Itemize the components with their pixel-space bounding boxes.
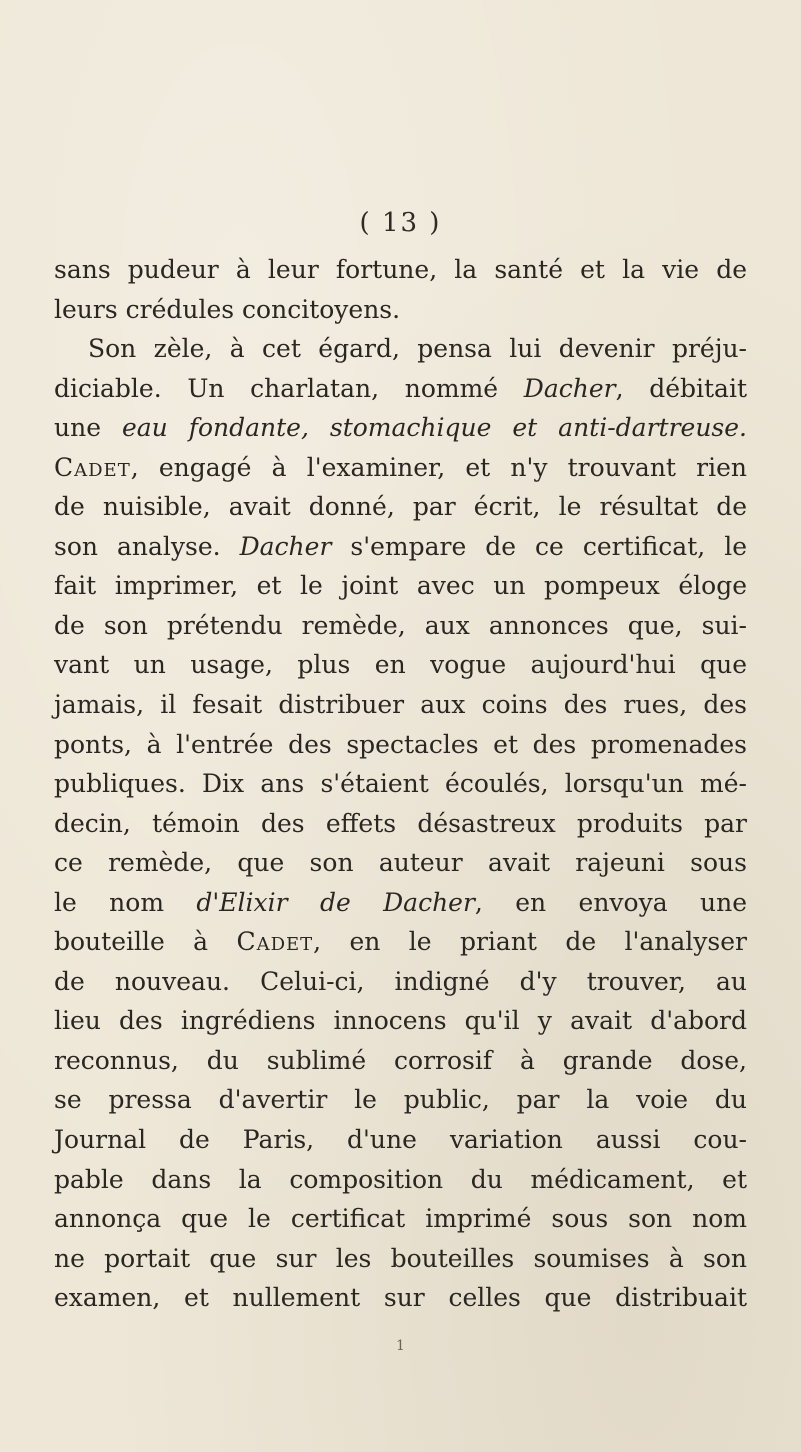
text-line — [54, 645, 747, 685]
text-segment: Son zèle, à cet égard, pensa lui devenir préju- — [88, 334, 747, 364]
text-line — [54, 1120, 747, 1160]
text-segment: fait imprimer, et le joint avec un pompeux éloge — [54, 571, 747, 601]
text-line — [54, 408, 747, 448]
text-segment: de nuisible, avait donné, par écrit, le résultat de — [54, 492, 747, 522]
text-segment: annonça que le certificat imprimé sous son nom — [54, 1204, 747, 1234]
text-segment: ponts, à l'entrée des spectacles et des promenades — [54, 729, 747, 759]
text-line — [54, 922, 747, 962]
text-line — [54, 725, 747, 765]
text-segment: de nouveau. Celui-ci, indigné d'y trouver, au — [54, 966, 747, 996]
text-segment: vant un usage, plus en vogue aujourd'hui que — [54, 650, 747, 680]
text-line — [54, 1160, 747, 1200]
text-line — [54, 883, 747, 923]
text-line — [54, 369, 747, 409]
text-segment: ce remède, que son auteur avait rajeuni sous — [54, 848, 747, 878]
text-segment: reconnus, du sublimé corrosif à grande dose, — [54, 1045, 747, 1075]
text-segment: publiques. Dix ans s'étaient écoulés, lorsqu'un mé- — [54, 769, 747, 799]
text-segment: , en envoya une — [474, 887, 747, 917]
text-segment: lieu des ingrédiens innocens qu'il y avait d'abord — [54, 1006, 747, 1036]
text-segment: se pressa d'avertir le public, par la voie du — [54, 1085, 747, 1115]
text-segment: sans pudeur à leur fortune, la santé et la vie de — [54, 255, 747, 284]
text-segment: s'empare de ce certificat, le — [331, 531, 747, 561]
text-segment: bouteille à — [54, 927, 237, 957]
text-line — [54, 764, 747, 804]
text-segment: diciable. Un charlatan, nommé — [54, 373, 524, 403]
text-line — [54, 527, 747, 567]
body-text — [54, 250, 747, 1318]
text-line — [54, 1041, 747, 1081]
text-line — [54, 566, 747, 606]
italic-text: Dacher — [239, 531, 332, 561]
text-line — [54, 685, 747, 725]
text-segment: une — [54, 413, 122, 443]
text-line — [54, 250, 747, 290]
text-segment: jamais, il fesait distribuer aux coins des rues, des — [54, 690, 747, 720]
text-segment: pable dans la composition du médicament, et — [54, 1164, 747, 1194]
text-line — [54, 804, 747, 844]
text-segment: examen, et nullement sur celles que distribuait — [54, 1283, 747, 1313]
text-line — [54, 962, 747, 1002]
text-segment: leurs crédules concitoyens. — [54, 294, 401, 324]
italic-text: eau fondante, stomachique et anti-dartreuse. — [121, 413, 747, 443]
italic-text: Dacher — [523, 373, 616, 403]
text-segment: son analyse. — [54, 531, 240, 561]
text-line — [54, 329, 747, 369]
text-segment: decin, témoin des effets désastreux produits par — [54, 808, 747, 838]
text-segment: le nom — [54, 887, 197, 917]
italic-text: d'Elixir de Dacher — [196, 887, 475, 917]
text-line — [54, 1278, 747, 1318]
text-line — [54, 1001, 747, 1041]
text-line — [54, 1199, 747, 1239]
small-caps-name: Cadet — [236, 927, 314, 957]
text-segment: , engagé à l'examiner, et n'y trouvant rien — [130, 452, 747, 482]
text-line — [54, 1080, 747, 1120]
text-segment: de son prétendu remède, aux annonces que, sui- — [54, 610, 747, 640]
text-line — [54, 606, 747, 646]
page-number: ( 13 ) — [359, 208, 442, 238]
text-line — [54, 1239, 747, 1279]
text-segment: ne portait que sur les bouteilles soumises à son — [54, 1243, 747, 1273]
text-segment: , débitait — [615, 373, 747, 403]
text-line — [54, 487, 747, 527]
text-line — [54, 843, 747, 883]
text-segment: , en le priant de l'analyser — [313, 927, 747, 957]
text-segment: Journal de Paris, d'une variation aussi cou- — [54, 1125, 747, 1155]
text-line — [54, 448, 747, 488]
small-caps-name: Cadet — [54, 452, 131, 482]
stray-mark: 1 — [396, 1338, 405, 1354]
text-line — [54, 290, 747, 330]
